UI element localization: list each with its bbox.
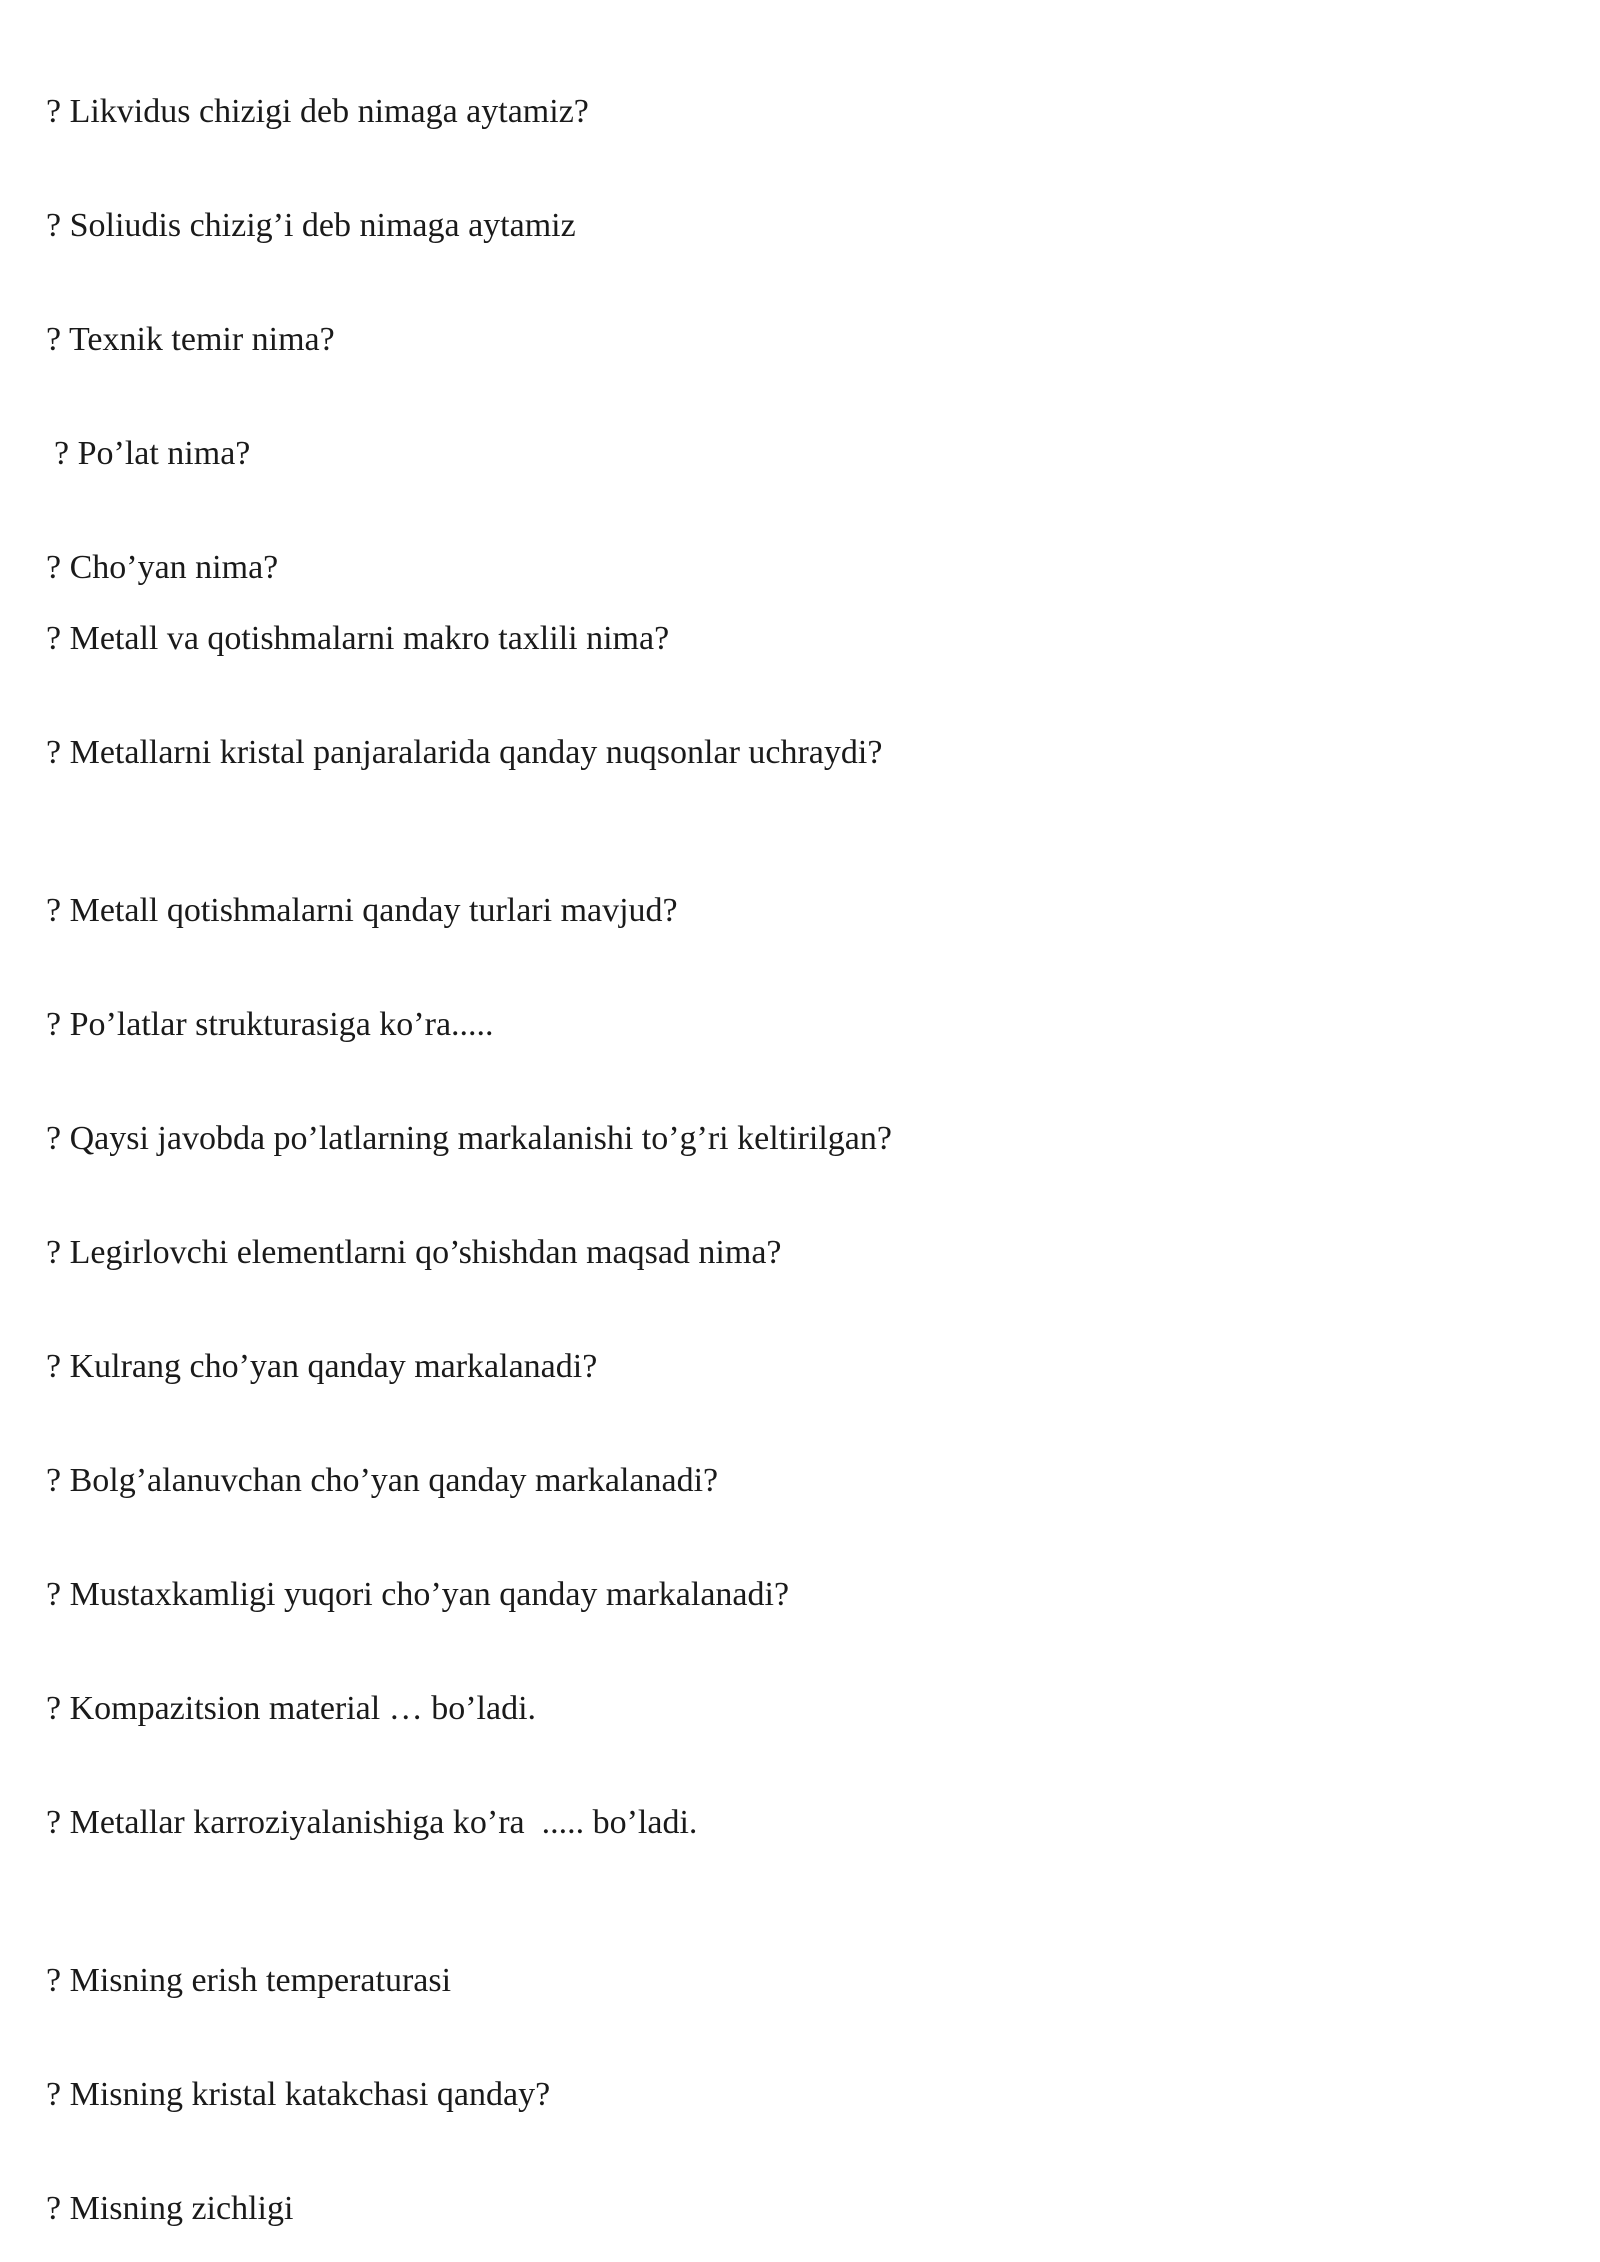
question-7: ? Metallarni kristal panjaralarida qanday nuqsonlar uchraydi? [46, 734, 883, 771]
question-15: ? Kompazitsion material … bo’ladi. [46, 1690, 537, 1727]
question-2: ? Soliudis chizig’i deb nimaga aytamiz [46, 207, 576, 244]
question-11: ? Legirlovchi elementlarni qo’shishdan maqsad nima? [46, 1234, 782, 1271]
question-9: ? Po’latlar strukturasiga ko’ra..... [46, 1006, 494, 1043]
question-19: ? Misning zichligi [46, 2190, 294, 2227]
question-5: ? Cho’yan nima? [46, 549, 279, 586]
question-12: ? Kulrang cho’yan qanday markalanadi? [46, 1348, 598, 1385]
question-4: ? Po’lat nima? [54, 435, 251, 472]
question-10: ? Qaysi javobda po’latlarning markalanishi to’g’ri keltirilgan? [46, 1120, 892, 1157]
question-8: ? Metall qotishmalarni qanday turlari mavjud? [46, 892, 678, 929]
question-13: ? Bolg’alanuvchan cho’yan qanday markalanadi? [46, 1462, 719, 1499]
question-18: ? Misning kristal katakchasi qanday? [46, 2076, 551, 2113]
question-17: ? Misning erish temperaturasi [46, 1962, 452, 1999]
question-3: ? Texnik temir nima? [46, 321, 335, 358]
question-6: ? Metall va qotishmalarni makro taxlili nima? [46, 620, 670, 657]
question-14: ? Mustaxkamligi yuqori cho’yan qanday markalanadi? [46, 1576, 790, 1613]
question-1: ? Likvidus chizigi deb nimaga aytamiz? [46, 93, 589, 130]
question-16: ? Metallar karroziyalanishiga ko’ra ..... bo’ladi. [46, 1804, 698, 1841]
